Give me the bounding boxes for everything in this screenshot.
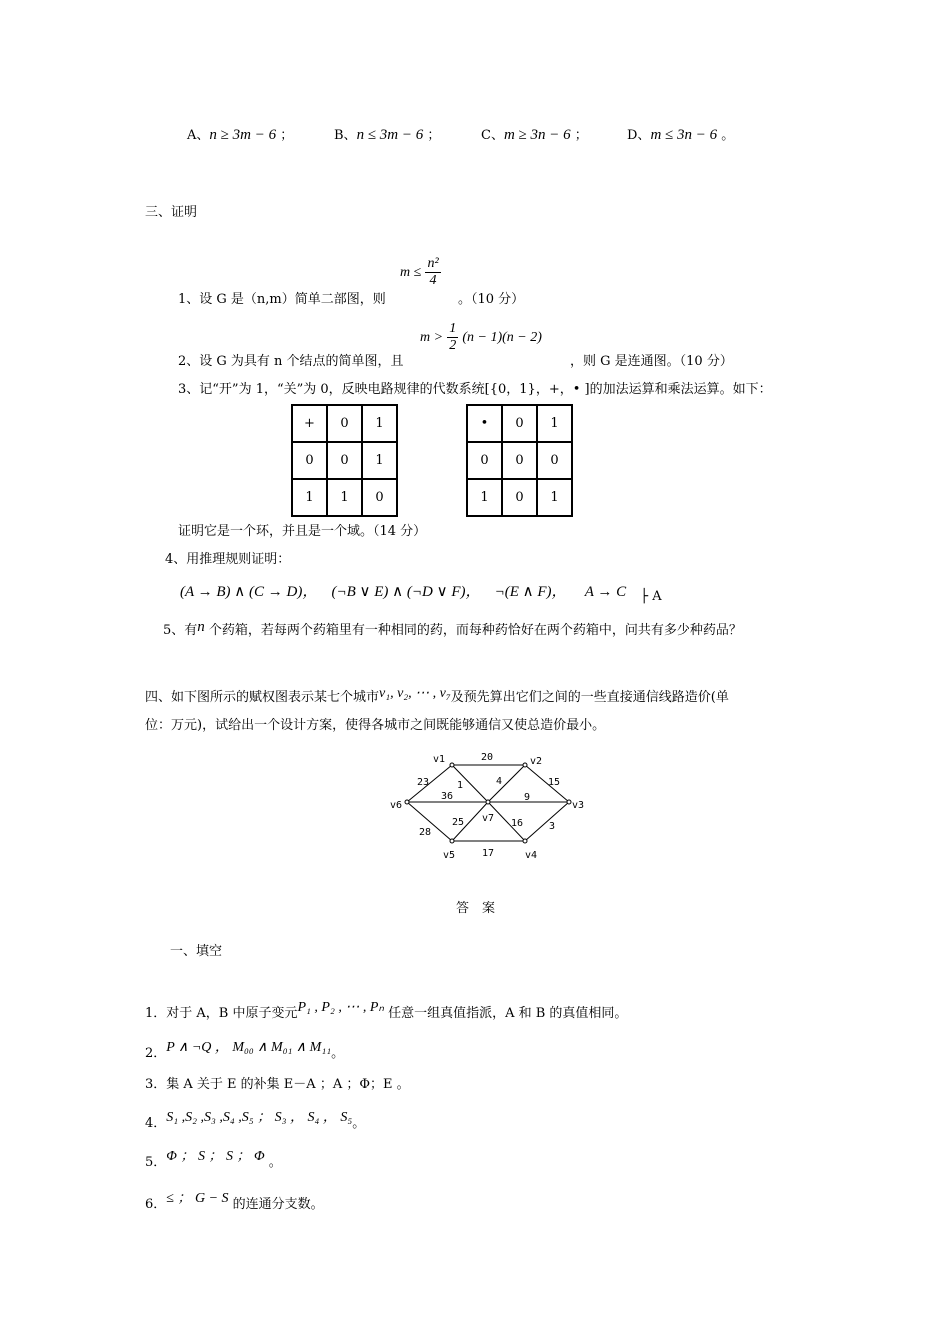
proof1-text: 1、设 G 是（n,m）简单二部图，则 <box>178 292 386 307</box>
edge-weight: 23 <box>417 777 430 788</box>
section4-line2: 位：万元)，试给出一个设计方案，使得各城市之间既能够通信又使总造价最小。 <box>145 718 606 733</box>
mul-cell: • <box>467 405 502 442</box>
node-label: v6 <box>390 800 403 811</box>
node-label: v5 <box>443 850 456 861</box>
edge-weight: 36 <box>441 791 454 802</box>
node-label: v2 <box>530 756 543 767</box>
proof3-text: 3、记“开”为 1，“关”为 0，反映电路规律的代数系统[{0，1}，+，• ]的加法运算和乘法运算。如下： <box>178 382 772 397</box>
add-cell: 1 <box>327 479 362 516</box>
add-cell: 0 <box>327 405 362 442</box>
add-cell: 1 <box>362 442 397 479</box>
mul-cell: 0 <box>502 479 537 516</box>
mul-cell: 1 <box>537 479 572 516</box>
proof2-tail: ，则 G 是连通图。（10 分） <box>570 354 733 369</box>
answer-3: 3．集 A 关于 E 的补集 E－A ；A ；Φ；E 。 <box>145 1077 410 1092</box>
node-v5 <box>450 839 454 843</box>
weighted-graph <box>385 748 595 868</box>
edge-v2-v7 <box>488 765 525 802</box>
proof1-tail: 。（10 分） <box>458 292 525 307</box>
mul-cell: 0 <box>467 442 502 479</box>
node-label: v3 <box>572 800 585 811</box>
mul-cell: 0 <box>537 442 572 479</box>
answer-5: 5．Φ ； S ； S ； Φ 。 <box>145 1149 282 1170</box>
proof1-formula: m ≤ $\frac{\text{n²}}{4}$ <box>400 256 439 288</box>
answer-1: 1．对于 A，B 中原子变元P₁ , P₂ , ⋯ , Pₙ 任意一组真值指派，A 和 B 的真值相同。 <box>145 1000 628 1021</box>
option-b: B、n ≤ 3m − 6 ； <box>334 127 441 143</box>
answers-subtitle: 一、填空 <box>170 944 223 959</box>
node-label: v4 <box>525 850 538 861</box>
edge-v3-v4 <box>525 802 569 841</box>
edge-weight: 20 <box>481 752 494 763</box>
answer-2: 2．P ∧ ¬Q ， M₀₀ ∧ M₀₁ ∧ M₁₁。 <box>145 1040 345 1061</box>
node-v7 <box>486 800 490 804</box>
add-cell: + <box>292 405 327 442</box>
node-v3 <box>567 800 571 804</box>
edge-weight: 15 <box>548 777 561 788</box>
add-cell: 0 <box>292 442 327 479</box>
mul-cell: 0 <box>502 405 537 442</box>
proof4-text: 4、用推理规则证明： <box>165 552 291 567</box>
add-cell: 1 <box>362 405 397 442</box>
edge-weight: 4 <box>496 776 503 787</box>
node-v6 <box>405 800 409 804</box>
proof2-text: 2、设 G 为具有 n 个结点的简单图，且 <box>178 354 404 369</box>
answer-4: 4．S₁ ,S₂ ,S₃ ,S₄ ,S₅ ； S₃ ， S₄ ， S₅。 <box>145 1110 366 1131</box>
proof3-tail: 证明它是一个环，并且是一个域。（14 分） <box>178 524 427 539</box>
proof2-formula: m > $\frac{1}{2}$ (n − 1)(n − 2) <box>420 321 542 353</box>
add-cell: 1 <box>292 479 327 516</box>
proof5: 5、有n 个药箱，若每两个药箱里有一种相同的药，而每种药恰好在两个药箱中，问共有多少种药品？ <box>163 619 742 638</box>
edge-weight: 1 <box>457 780 464 791</box>
edge-weight: 16 <box>511 818 524 829</box>
node-v2 <box>523 763 527 767</box>
edge-weight: 3 <box>549 821 556 832</box>
node-label: v7 <box>482 813 495 824</box>
mul-cell: 0 <box>502 442 537 479</box>
multiplication-table <box>466 404 573 517</box>
mul-cell: 1 <box>537 405 572 442</box>
edge-weight: 25 <box>452 817 465 828</box>
option-c: C、m ≥ 3n − 6 ； <box>481 127 588 143</box>
proof4-formula: (A → B) ∧ (C → D)， (¬B ∨ E) ∧ (¬D ∨ F)， ¬(E ∧ F)， A → C ├ A <box>180 584 662 604</box>
mul-cell: 1 <box>467 479 502 516</box>
option-d: D、m ≤ 3n − 6 。 <box>627 127 735 143</box>
node-v4 <box>523 839 527 843</box>
section4-line1: 四、如下图所示的赋权图表示某七个城市v₁, v₂, ⋯ , v₇及预先算出它们之间的一些直接通信线路造价(单 <box>145 686 729 705</box>
edge-weight: 9 <box>524 792 531 803</box>
add-cell: 0 <box>362 479 397 516</box>
edge-weight: 28 <box>419 827 432 838</box>
section3-title: 三、证明 <box>145 205 198 220</box>
edge-weight: 17 <box>482 848 495 859</box>
addition-table <box>291 404 398 517</box>
option-a: A、n ≥ 3m − 6 ； <box>187 127 294 143</box>
node-v1 <box>450 763 454 767</box>
answers-title: 答 案 <box>456 901 496 916</box>
answer-6: 6．≤ ； G − S 的连通分支数。 <box>145 1191 324 1212</box>
node-label: v1 <box>433 754 446 765</box>
edge-v2-v3 <box>525 765 569 802</box>
add-cell: 0 <box>327 442 362 479</box>
